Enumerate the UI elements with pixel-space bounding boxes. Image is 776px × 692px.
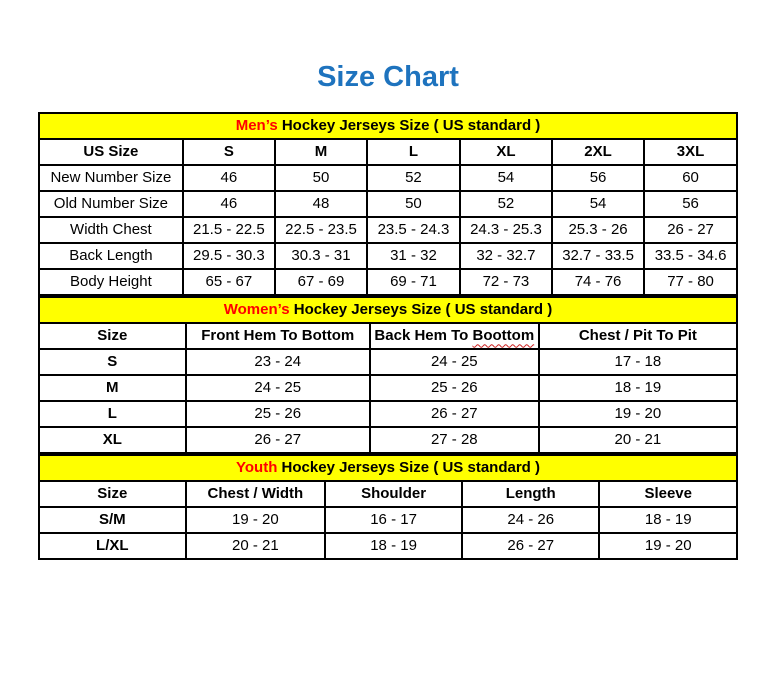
- size-value-cell: 25.3 - 26: [552, 217, 644, 243]
- band-rest: Hockey Jerseys Size ( US standard ): [289, 301, 553, 319]
- size-value-cell: 24.3 - 25.3: [460, 217, 552, 243]
- mens-size-table: [38, 112, 738, 296]
- row-label: S/M: [39, 507, 186, 533]
- size-value-cell: 19 - 20: [539, 401, 737, 427]
- size-value-cell: 25 - 26: [186, 401, 370, 427]
- column-header: S: [183, 139, 275, 165]
- size-value-cell: 22.5 - 23.5: [275, 217, 367, 243]
- row-label: L/XL: [39, 533, 186, 559]
- size-value-cell: 48: [275, 191, 367, 217]
- size-value-cell: 56: [552, 165, 644, 191]
- column-header: XL: [460, 139, 552, 165]
- band-highlight: Youth: [236, 459, 278, 477]
- size-value-cell: 18 - 19: [599, 507, 737, 533]
- size-value-cell: 17 - 18: [539, 349, 737, 375]
- youth-data-row: [39, 533, 737, 559]
- size-chart-tables: [38, 112, 738, 560]
- column-header: Size: [39, 323, 186, 349]
- mens-data-row: [39, 165, 737, 191]
- size-value-cell: 74 - 76: [552, 269, 644, 295]
- size-value-cell: 29.5 - 30.3: [183, 243, 275, 269]
- size-value-cell: 72 - 73: [460, 269, 552, 295]
- column-header: Back Hem To Boottom: [370, 323, 539, 349]
- size-value-cell: 26 - 27: [462, 533, 600, 559]
- column-header: Size: [39, 481, 186, 507]
- size-value-cell: 26 - 27: [370, 401, 539, 427]
- size-value-cell: 52: [367, 165, 460, 191]
- youth-band-row: [39, 455, 737, 481]
- band-highlight: Men’s: [235, 117, 278, 135]
- size-value-cell: 30.3 - 31: [275, 243, 367, 269]
- womens-band-title: [39, 297, 737, 323]
- size-value-cell: 33.5 - 34.6: [644, 243, 737, 269]
- size-value-cell: 18 - 19: [325, 533, 462, 559]
- size-value-cell: 26 - 27: [186, 427, 370, 453]
- size-value-cell: 50: [367, 191, 460, 217]
- size-value-cell: 23 - 24: [186, 349, 370, 375]
- row-label: Width Chest: [39, 217, 183, 243]
- size-value-cell: 26 - 27: [644, 217, 737, 243]
- youth-size-table: [38, 454, 738, 560]
- size-value-cell: 31 - 32: [367, 243, 460, 269]
- womens-data-row: [39, 401, 737, 427]
- size-value-cell: 27 - 28: [370, 427, 539, 453]
- row-label: Back Length: [39, 243, 183, 269]
- size-value-cell: 24 - 25: [186, 375, 370, 401]
- column-header: Length: [462, 481, 600, 507]
- size-chart-page: [0, 62, 776, 560]
- youth-band-title: [39, 455, 737, 481]
- womens-header-row: [39, 323, 737, 349]
- band-highlight: Women’s: [223, 301, 290, 319]
- misspelled-word: Boottom: [472, 327, 535, 345]
- size-value-cell: 54: [552, 191, 644, 217]
- size-value-cell: 50: [275, 165, 367, 191]
- column-header: Chest / Width: [186, 481, 326, 507]
- size-value-cell: 19 - 20: [186, 507, 326, 533]
- youth-data-row: [39, 507, 737, 533]
- size-value-cell: 46: [183, 191, 275, 217]
- row-label: New Number Size: [39, 165, 183, 191]
- mens-data-row: [39, 217, 737, 243]
- size-value-cell: 18 - 19: [539, 375, 737, 401]
- size-value-cell: 60: [644, 165, 737, 191]
- size-value-cell: 54: [460, 165, 552, 191]
- size-value-cell: 24 - 25: [370, 349, 539, 375]
- row-label: Old Number Size: [39, 191, 183, 217]
- womens-band-row: [39, 297, 737, 323]
- womens-size-table: [38, 296, 738, 454]
- size-value-cell: 69 - 71: [367, 269, 460, 295]
- womens-data-row: [39, 427, 737, 453]
- band-rest: Hockey Jerseys Size ( US standard ): [277, 117, 541, 135]
- column-header: 2XL: [552, 139, 644, 165]
- size-value-cell: 25 - 26: [370, 375, 539, 401]
- page-title: Size Chart: [317, 61, 459, 93]
- size-value-cell: 67 - 69: [275, 269, 367, 295]
- column-header: L: [367, 139, 460, 165]
- size-value-cell: 21.5 - 22.5: [183, 217, 275, 243]
- mens-data-row: [39, 269, 737, 295]
- womens-data-row: [39, 375, 737, 401]
- size-value-cell: 46: [183, 165, 275, 191]
- mens-band-title: [39, 113, 737, 139]
- row-label: XL: [39, 427, 186, 453]
- youth-header-row: [39, 481, 737, 507]
- column-header: Sleeve: [599, 481, 737, 507]
- row-label: Body Height: [39, 269, 183, 295]
- size-value-cell: 65 - 67: [183, 269, 275, 295]
- column-header: Front Hem To Bottom: [186, 323, 370, 349]
- size-value-cell: 32.7 - 33.5: [552, 243, 644, 269]
- size-value-cell: 32 - 32.7: [460, 243, 552, 269]
- mens-header-row: [39, 139, 737, 165]
- womens-data-row: [39, 349, 737, 375]
- row-label: S: [39, 349, 186, 375]
- band-rest: Hockey Jerseys Size ( US standard ): [277, 459, 540, 477]
- size-value-cell: 19 - 20: [599, 533, 737, 559]
- size-value-cell: 52: [460, 191, 552, 217]
- row-label: M: [39, 375, 186, 401]
- mens-band-row: [39, 113, 737, 139]
- size-value-cell: 77 - 80: [644, 269, 737, 295]
- size-value-cell: 16 - 17: [325, 507, 462, 533]
- row-label: L: [39, 401, 186, 427]
- column-header: Chest / Pit To Pit: [539, 323, 737, 349]
- size-value-cell: 20 - 21: [186, 533, 326, 559]
- mens-data-row: [39, 243, 737, 269]
- column-header: 3XL: [644, 139, 737, 165]
- size-value-cell: 23.5 - 24.3: [367, 217, 460, 243]
- column-header: US Size: [39, 139, 183, 165]
- size-value-cell: 24 - 26: [462, 507, 600, 533]
- column-header: Shoulder: [325, 481, 462, 507]
- size-value-cell: 56: [644, 191, 737, 217]
- size-value-cell: 20 - 21: [539, 427, 737, 453]
- column-header: M: [275, 139, 367, 165]
- mens-data-row: [39, 191, 737, 217]
